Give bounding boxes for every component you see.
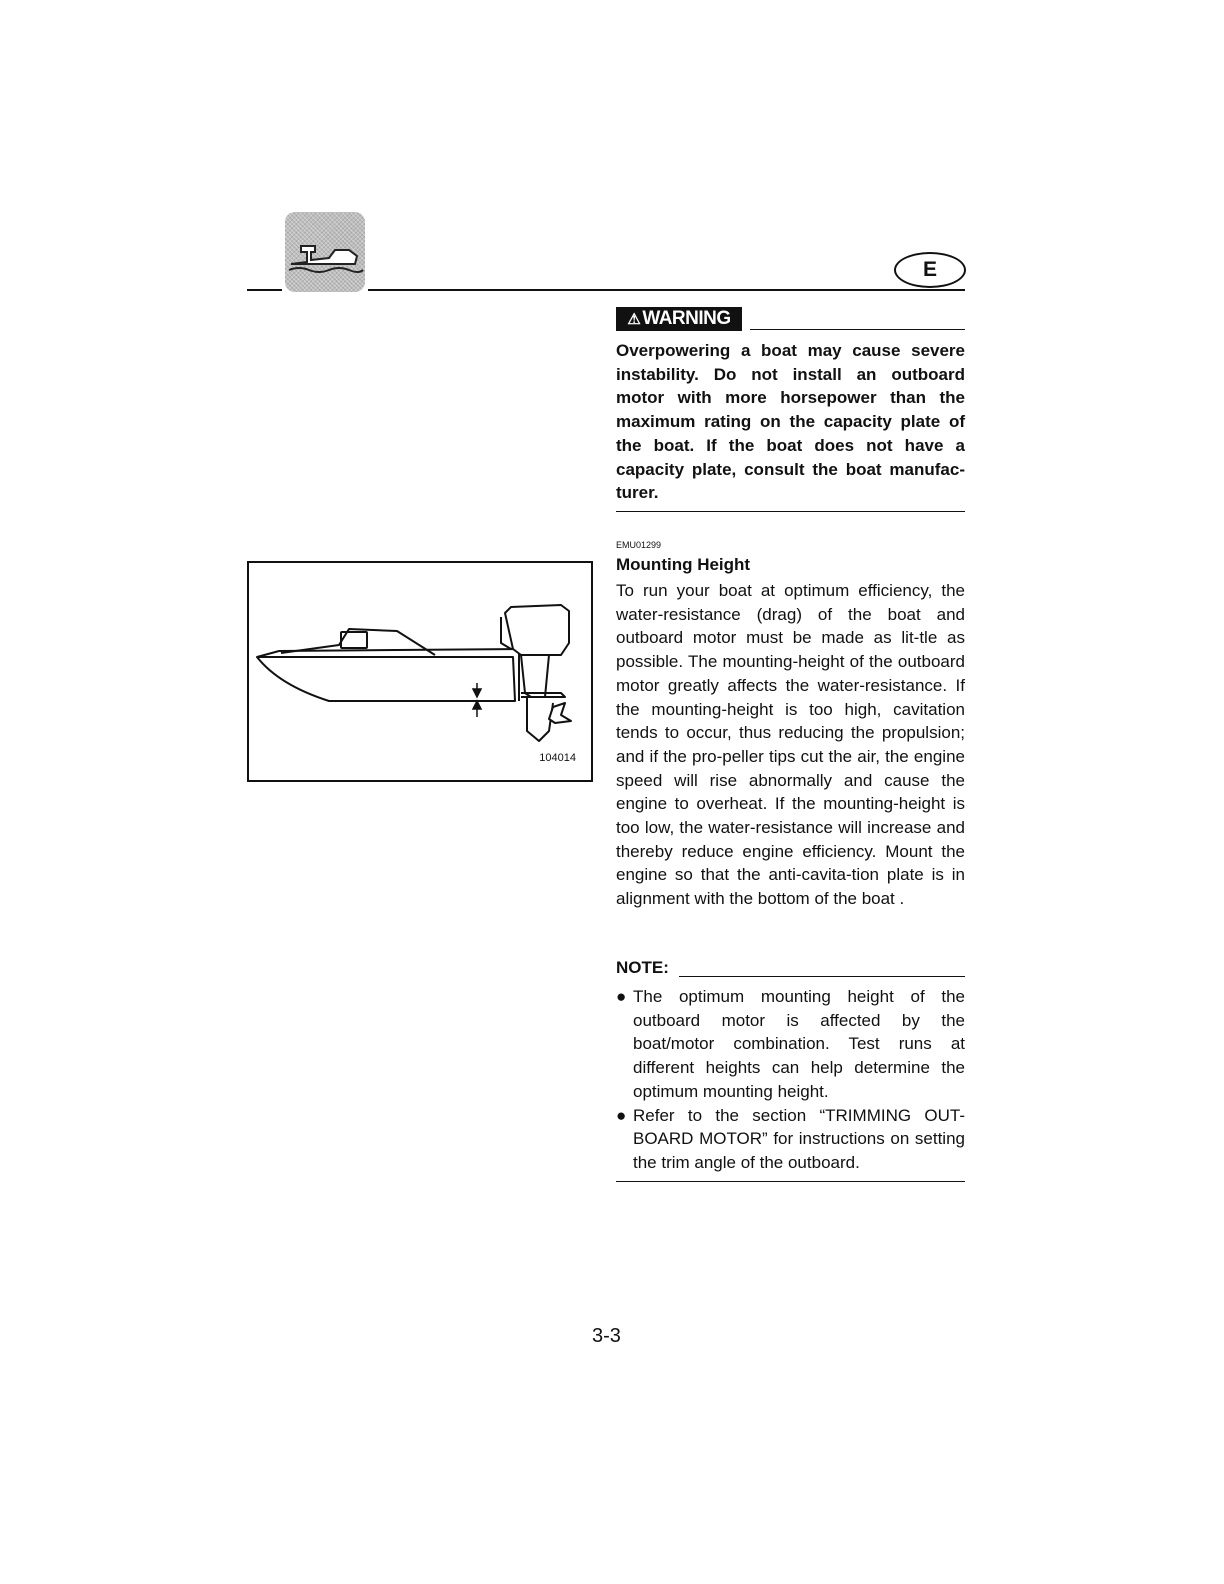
note-item-text: Refer to the section “TRIMMING OUT-BOARD MOTOR” for instructions on setting the trim angle of the outboard. bbox=[633, 1105, 965, 1172]
warning-label-text: WARNING bbox=[642, 308, 731, 329]
header-rule bbox=[247, 289, 282, 291]
page-number: 3-3 bbox=[592, 1325, 621, 1347]
note-item bbox=[616, 985, 965, 1104]
section-body: To run your boat at optimum efficiency, the water-resistance (drag) of the boat and outboard motor must be made as lit-tle as possible. The mounting-height of the outboard motor greatly affects the water-resistance. If the mounting-height is too high, cavitation tends to occur, thus reducing the propulsion; and if the pro-peller tips cut the air, the engine speed will rise abnormally and cause the engine to overheat. If the mounting-height is too low, the water-resistance will increase and thereby reduce engine efficiency. Mount the engine so that the anti-cavita-tion plate is in alignment with the bottom of the boat . bbox=[616, 581, 965, 909]
note-rule bbox=[679, 976, 965, 977]
note-end-rule bbox=[616, 1181, 965, 1182]
header-rule bbox=[368, 289, 965, 291]
boat-outboard-icon bbox=[285, 212, 365, 292]
mounting-height-figure bbox=[247, 561, 593, 782]
section-ref-code: EMU01299 bbox=[616, 540, 662, 550]
warning-end-rule bbox=[616, 511, 965, 512]
warning-text: Overpowering a boat may cause severe instability. Do not install an outboard motor with more horsepower than the maximum rating on the capacity plate of the boat. If the boat does not have a capacity plate, consult the boat manufac-turer. bbox=[616, 341, 965, 503]
section-title: Mounting Height bbox=[616, 555, 751, 574]
warning-rule bbox=[750, 329, 965, 330]
figure-code: 104014 bbox=[539, 752, 576, 764]
bullet-icon: ● bbox=[616, 987, 627, 1006]
warning-label bbox=[616, 307, 742, 331]
language-badge: E bbox=[894, 252, 966, 288]
warning-triangle-icon: ⚠ bbox=[627, 311, 641, 328]
note-item bbox=[616, 1104, 965, 1175]
boat-motor-illustration bbox=[249, 563, 591, 780]
note-label: NOTE: bbox=[616, 958, 669, 977]
note-item-text: The optimum mounting height of the outboard motor is affected by the boat/motor combination. Test runs at different heights can help determine the optimum mounting height. bbox=[633, 987, 965, 1101]
note-list bbox=[616, 985, 965, 1175]
bullet-icon: ● bbox=[616, 1105, 627, 1125]
